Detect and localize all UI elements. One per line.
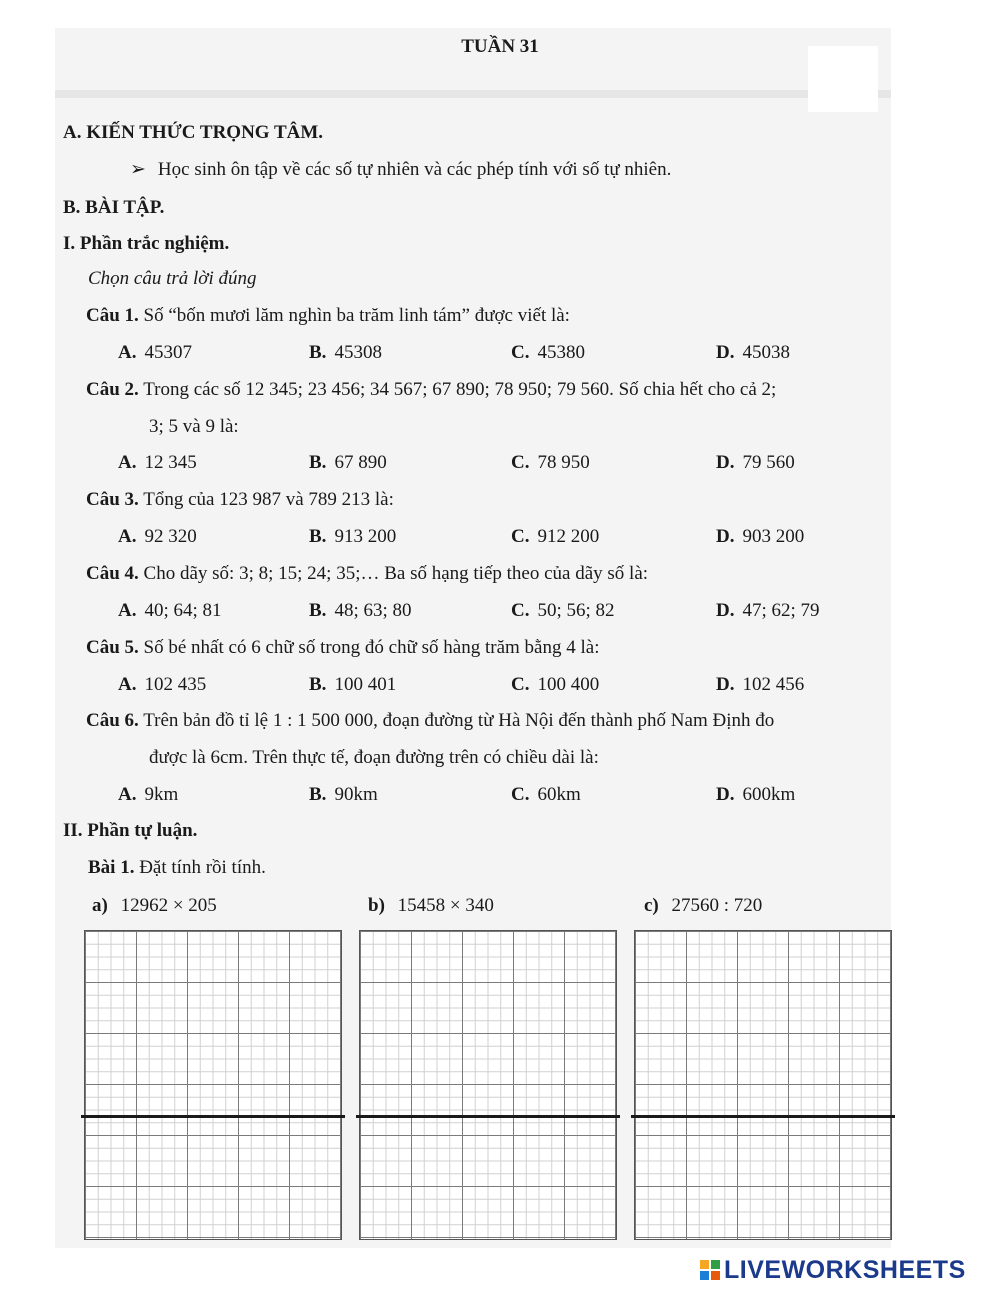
exercise-label: Bài 1. <box>88 857 135 878</box>
question-2 <box>86 379 776 401</box>
q3-option-d[interactable]: D. 903 200 <box>716 526 805 547</box>
grid-result-line <box>81 1115 345 1118</box>
logo-tile <box>700 1271 709 1280</box>
question-5 <box>86 637 599 659</box>
question-text: Số bé nhất có 6 chữ số trong đó chữ số hàng trăm bằng 4 là: <box>143 637 600 658</box>
q1-option-a[interactable]: A. 45307 <box>118 342 192 363</box>
q3-option-a[interactable]: A. 92 320 <box>118 526 197 547</box>
question-2-continuation: 3; 5 và 9 là: <box>149 416 239 437</box>
q6-option-b[interactable]: B. 90km <box>309 784 378 805</box>
section-b-heading: B. BÀI TẬP. <box>63 197 165 218</box>
question-label: Câu 1. <box>86 305 139 326</box>
q2-option-a[interactable]: A. 12 345 <box>118 452 197 473</box>
q1-option-b[interactable]: B. 45308 <box>309 342 382 363</box>
work-grid-a[interactable] <box>84 930 342 1240</box>
exercise-1b: b) 15458 × 340 <box>368 895 494 916</box>
q4-option-b[interactable]: B. 48; 63; 80 <box>309 600 412 621</box>
q1-option-d[interactable]: D. 45038 <box>716 342 790 363</box>
question-label: Câu 5. <box>86 637 139 658</box>
q2-option-c[interactable]: C. 78 950 <box>511 452 590 473</box>
q1-option-c[interactable]: C. 45380 <box>511 342 585 363</box>
question-3 <box>86 489 394 511</box>
question-label: Câu 6. <box>86 710 139 731</box>
q4-option-d[interactable]: D. 47; 62; 79 <box>716 600 820 621</box>
arrow-bullet-icon: ➢ <box>130 159 146 180</box>
part1-instruction: Chọn câu trả lời đúng <box>88 268 257 289</box>
q5-option-a[interactable]: A. 102 435 <box>118 674 207 695</box>
section-a-bullet <box>130 158 671 181</box>
question-label: Câu 2. <box>86 379 139 400</box>
work-grid-c[interactable] <box>634 930 892 1240</box>
question-text: Số “bốn mươi lăm nghìn ba trăm linh tám” được viết là: <box>143 305 570 326</box>
grid-result-line <box>631 1115 895 1118</box>
part2-heading: II. Phần tự luận. <box>63 820 198 841</box>
q6-option-a[interactable]: A. 9km <box>118 784 179 805</box>
exercise-text: Đặt tính rồi tính. <box>139 857 266 878</box>
q6-option-d[interactable]: D. 600km <box>716 784 796 805</box>
question-label: Câu 3. <box>86 489 139 510</box>
liveworksheets-logo[interactable] <box>700 1256 966 1284</box>
work-grid-b[interactable] <box>359 930 617 1240</box>
page-title: TUẦN 31 <box>461 36 539 57</box>
logo-tiles-icon <box>700 1260 720 1280</box>
question-text: Tổng của 123 987 và 789 213 là: <box>143 489 394 510</box>
q4-option-c[interactable]: C. 50; 56; 82 <box>511 600 615 621</box>
question-label: Câu 4. <box>86 563 139 584</box>
question-4 <box>86 563 648 585</box>
exercise-1a: a) 12962 × 205 <box>92 895 217 916</box>
grid-result-line <box>356 1115 620 1118</box>
bullet-text: Học sinh ôn tập về các số tự nhiên và các phép tính với số tự nhiên. <box>157 159 672 180</box>
question-1 <box>86 305 570 327</box>
part1-heading: I. Phần trắc nghiệm. <box>63 233 230 254</box>
question-text: Trên bản đồ tỉ lệ 1 : 1 500 000, đoạn đường từ Hà Nội đến thành phố Nam Định đo <box>143 710 775 731</box>
question-6 <box>86 710 774 732</box>
q4-option-a[interactable]: A. 40; 64; 81 <box>118 600 222 621</box>
q5-option-d[interactable]: D. 102 456 <box>716 674 805 695</box>
question-6-continuation: được là 6cm. Trên thực tế, đoạn đường trên có chiều dài là: <box>149 747 599 768</box>
q3-option-b[interactable]: B. 913 200 <box>309 526 397 547</box>
q3-option-c[interactable]: C. 912 200 <box>511 526 600 547</box>
q2-option-d[interactable]: D. 79 560 <box>716 452 795 473</box>
exercise-1-heading <box>88 857 266 879</box>
logo-tile <box>711 1271 720 1280</box>
question-text: Cho dãy số: 3; 8; 15; 24; 35;… Ba số hạng tiếp theo của dãy số là: <box>143 563 649 584</box>
section-a-heading: A. KIẾN THỨC TRỌNG TÂM. <box>63 122 324 143</box>
q5-option-c[interactable]: C. 100 400 <box>511 674 600 695</box>
q2-option-b[interactable]: B. 67 890 <box>309 452 387 473</box>
q6-option-c[interactable]: C. 60km <box>511 784 581 805</box>
q5-option-b[interactable]: B. 100 401 <box>309 674 397 695</box>
logo-tile <box>700 1260 709 1269</box>
logo-tile <box>711 1260 720 1269</box>
logo-text: LIVEWORKSHEETS <box>724 1255 966 1284</box>
exercise-1c: c) 27560 : 720 <box>644 895 763 916</box>
question-text: Trong các số 12 345; 23 456; 34 567; 67 890; 78 950; 79 560. Số chia hết cho cả 2; <box>143 379 777 400</box>
